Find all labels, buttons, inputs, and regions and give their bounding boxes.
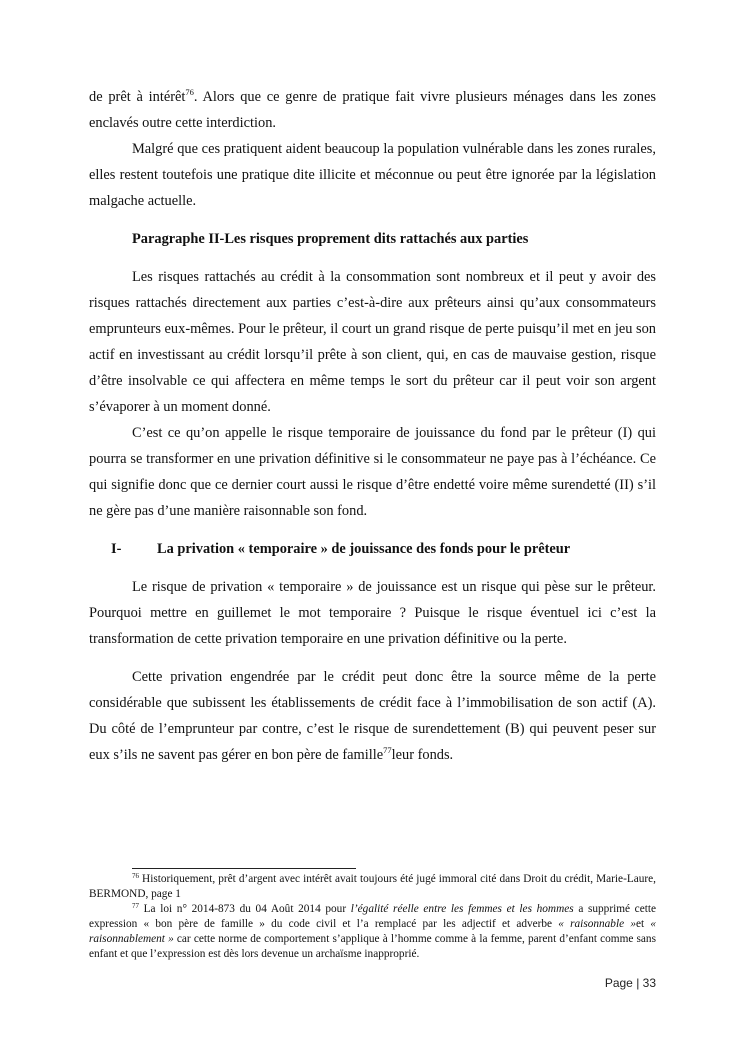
- paragraph-1: de prêt à intérêt$^{76}$. Alors que ce genre de pratique fait vivre plusieurs ménages dans les zones enclavés outre cette interdiction.: [89, 87, 656, 131]
- footnotes: [89, 868, 656, 962]
- footnote-ref-76[interactable]: 76: [185, 87, 194, 97]
- footnote-76: $^{76}$ Historiquement, prêt d’argent avec intérêt avait toujours été jugé immoral cité dans Droit du crédit, Marie-Laure, BERMOND, page 1: [89, 872, 656, 900]
- footnote-77: $^{77}$ La loi n° 2014-873 du 04 Août 2014 pour l’égalité réelle entre les femmes et les hommes a supprimé cette expression « bon père de famille » du code civil et l’a remplacé par les adjectif et adverbe « raisonnable »et « raisonnablement » car cette norme de comportement s’applique à l’homme comme à la femme, parent d’enfant comme sans enfant et que l’expression est dès lors devenue un archaïsme inapproprié.: [89, 902, 657, 960]
- section-number: I-: [111, 541, 122, 557]
- footnote-divider: [132, 868, 356, 869]
- section-title: La privation « temporaire » de jouissance des fonds pour le prêteur: [157, 541, 571, 557]
- paragraph-6: Cette privation engendrée par le crédit peut donc être la source même de la perte considérable que subissent les établissements de crédit face à l’immobilisation de son actif (A). Du côté de l’emprunteur par contre, c’est le risque de surendettement (B) qui peuvent peser sur eux s’ils ne savent pas gérer en bon père de famille$^{77}$leur fonds.: [89, 669, 656, 763]
- paragraph-5: Le risque de privation « temporaire » de jouissance est un risque qui pèse sur le prêteur. Pourquoi mettre en guillemet le mot temporaire ? Puisque le risque éventuel ici c’est la transformation de cette privation temporaire en une privation définitive ou la perte.: [89, 579, 656, 647]
- page-number: Page | 33: [604, 976, 656, 990]
- footnote-ref-77[interactable]: 77: [383, 745, 392, 755]
- section-heading: [89, 536, 656, 562]
- paragraph-4: C’est ce qu’on appelle le risque temporaire de jouissance du fond par le prêteur (I) qui pourra se transformer en une privation définitive si le consommateur ne paye pas à l’échéance. Ce qui signifie donc que ce dernier court aussi le risque d’être endetté voire même surendetté (II) s’il ne gère pas d’une manière raisonnable son fond.: [89, 425, 656, 519]
- paragraph-2: Malgré que ces pratiquent aident beaucoup la population vulnérable dans les zones rurales, elles restent toutefois une pratique dite illicite et méconnue ou peut être ignorée par la législation malgache actuelle.: [89, 141, 656, 209]
- page-body: [89, 84, 656, 768]
- paragraph-heading: Paragraphe II-Les risques proprement dits rattachés aux parties: [132, 231, 529, 247]
- paragraph-3: Les risques rattachés au crédit à la consommation sont nombreux et il peut y avoir des risques rattachés directement aux parties c’est-à-dire aux prêteurs ainsi qu’aux consommateurs emprunteurs eux-mêmes. Pour le prêteur, il court un grand risque de perte puisqu’il met en jeu son actif en investissant au crédit lorsqu’il prête à son client, qui, en cas de mauvaise gestion, risque d’être insolvable ce qui affectera en même temps le sort du prêteur car il peut voir son argent s’évaporer à un moment donné.: [89, 269, 656, 415]
